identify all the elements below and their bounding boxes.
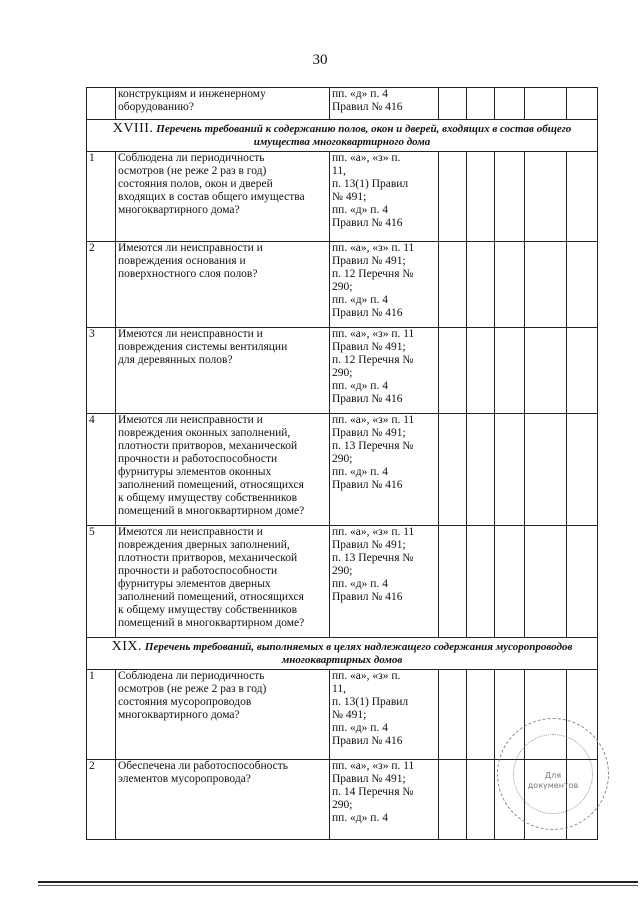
- note-cell: [567, 88, 598, 120]
- section-number: XIX.: [111, 639, 143, 654]
- answer-cell: [525, 328, 567, 414]
- question-cell: Имеются ли неисправности и повреждения оконных заполнений, плотности притворов, механической прочности и работоспособности фурнитуры элементов оконных заполнений помещений, относящихся к общему имуществу собственников помещений в многоквартирном доме?: [116, 414, 330, 526]
- table-row: [87, 414, 598, 526]
- table-row: [87, 88, 598, 120]
- reference-cell: пп. «а», «з» п. 11 Правил № 491; п. 12 Перечня № 290; пп. «д» п. 4 Правил № 416: [330, 328, 439, 414]
- answer-cell: [439, 414, 467, 526]
- question-cell: Соблюдена ли периодичность осмотров (не реже 2 раз в год) состояния полов, окон и дверей входящих в состав общего имущества многоквартирного дома?: [116, 152, 330, 242]
- row-number: [87, 88, 116, 120]
- question-cell: Обеспечена ли работоспособность элементов мусоропровода?: [116, 760, 330, 840]
- answer-cell: [439, 242, 467, 328]
- section-header: [87, 638, 598, 670]
- answer-cell: [467, 414, 495, 526]
- section-header-row: [87, 120, 598, 152]
- section-header-row: [87, 638, 598, 670]
- row-number: 1: [87, 670, 116, 760]
- answer-cell: [439, 152, 467, 242]
- answer-cell: [467, 760, 495, 840]
- reference-cell: пп. «а», «з» п. 11 Правил № 491; п. 14 Перечня № 290; пп. «д» п. 4: [330, 760, 439, 840]
- footer-rule-thin: [38, 885, 638, 886]
- answer-cell: [467, 670, 495, 760]
- row-number: 2: [87, 760, 116, 840]
- section-header: [87, 120, 598, 152]
- table-row: [87, 242, 598, 328]
- answer-cell: [495, 88, 525, 120]
- question-cell: Имеются ли неисправности и повреждения основания и поверхностного слоя полов?: [116, 242, 330, 328]
- reference-cell: пп. «а», «з» п. 11 Правил № 491; п. 13 Перечня № 290; пп. «д» п. 4 Правил № 416: [330, 526, 439, 638]
- answer-cell: [467, 328, 495, 414]
- answer-cell: [439, 760, 467, 840]
- note-cell: [567, 526, 598, 638]
- section-number: XVIII.: [112, 121, 154, 136]
- table-row: [87, 328, 598, 414]
- answer-cell: [495, 526, 525, 638]
- answer-cell: [495, 242, 525, 328]
- answer-cell: [495, 414, 525, 526]
- answer-cell: [467, 88, 495, 120]
- reference-cell: пп. «а», «з» п. 11, п. 13(1) Правил № 491; пп. «д» п. 4 Правил № 416: [330, 670, 439, 760]
- seal-text: Для документов: [527, 771, 579, 790]
- answer-cell: [467, 242, 495, 328]
- answer-cell: [525, 526, 567, 638]
- note-cell: [567, 328, 598, 414]
- answer-cell: [439, 670, 467, 760]
- answer-cell: [495, 328, 525, 414]
- table-row: [87, 526, 598, 638]
- section-title: Перечень требований, выполняемых в целях надлежащего содержания мусоропроводов многоквартирных домов: [144, 641, 573, 666]
- answer-cell: [467, 526, 495, 638]
- row-number: 4: [87, 414, 116, 526]
- answer-cell: [439, 328, 467, 414]
- row-number: 1: [87, 152, 116, 242]
- note-cell: [567, 242, 598, 328]
- reference-cell: пп. «а», «з» п. 11 Правил № 491; п. 13 Перечня № 290; пп. «д» п. 4 Правил № 416: [330, 414, 439, 526]
- answer-cell: [467, 152, 495, 242]
- reference-cell: пп. «а», «з» п. 11, п. 13(1) Правил № 491; пп. «д» п. 4 Правил № 416: [330, 152, 439, 242]
- question-cell: Соблюдена ли периодичность осмотров (не реже 2 раз в год) состояния мусоропроводов многоквартирного дома?: [116, 670, 330, 760]
- seal-stamp: [497, 718, 609, 830]
- note-cell: [567, 414, 598, 526]
- answer-cell: [525, 414, 567, 526]
- answer-cell: [525, 152, 567, 242]
- answer-cell: [495, 152, 525, 242]
- reference-cell: пп. «д» п. 4 Правил № 416: [330, 88, 439, 120]
- question-cell: Имеются ли неисправности и повреждения системы вентиляции для деревянных полов?: [116, 328, 330, 414]
- question-cell: Имеются ли неисправности и повреждения дверных заполнений, плотности притворов, механической прочности и работоспособности фурнитуры элементов дверных заполнений помещений, относящихся к общему имуществу собственников помещений в многоквартирном доме?: [116, 526, 330, 638]
- section-title: Перечень требований к содержанию полов, окон и дверей, входящих в состав общего имущества многоквартирного дома: [156, 123, 572, 148]
- footer-rule: [38, 881, 638, 883]
- answer-cell: [525, 88, 567, 120]
- row-number: 3: [87, 328, 116, 414]
- answer-cell: [439, 526, 467, 638]
- row-number: 2: [87, 242, 116, 328]
- page-number: 30: [312, 52, 328, 68]
- table-row: [87, 152, 598, 242]
- note-cell: [567, 152, 598, 242]
- reference-cell: пп. «а», «з» п. 11 Правил № 491; п. 12 Перечня № 290; пп. «д» п. 4 Правил № 416: [330, 242, 439, 328]
- answer-cell: [525, 242, 567, 328]
- question-cell: конструкциям и инженерному оборудованию?: [116, 88, 330, 120]
- row-number: 5: [87, 526, 116, 638]
- answer-cell: [439, 88, 467, 120]
